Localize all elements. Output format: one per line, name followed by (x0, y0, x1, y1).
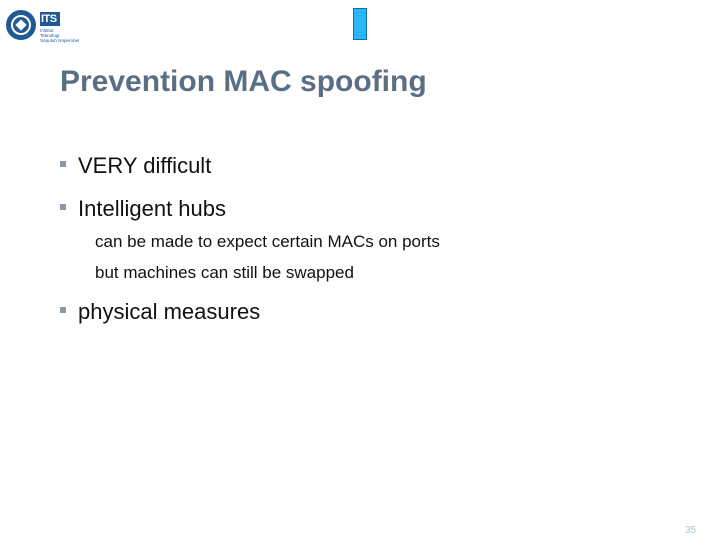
logo-subtitle: Institut Teknologi Sepuluh Nopember (40, 28, 80, 44)
bullet-text: physical measures (78, 299, 261, 324)
bullet-square-icon (60, 307, 66, 313)
bullet-text: VERY difficult (78, 153, 212, 178)
university-seal-icon (6, 10, 36, 40)
sub-bullet-text: but machines can still be swapped (95, 263, 354, 282)
page-number: 35 (684, 525, 696, 536)
sub-bullet-text: can be made to expect certain MACs on ports (95, 232, 440, 251)
slide-title: Prevention MAC spoofing (60, 65, 427, 98)
logo-abbr: ITS (41, 13, 57, 25)
header-accent-bar (353, 8, 367, 40)
logo-brand (40, 12, 94, 42)
bullet-item (60, 196, 226, 222)
its-logo (6, 6, 96, 46)
bullet-item (60, 299, 260, 325)
bullet-item (60, 153, 211, 179)
bullet-square-icon (60, 204, 66, 210)
bullet-square-icon (60, 161, 66, 167)
bullet-text: Intelligent hubs (78, 196, 226, 221)
logo-badge (40, 12, 60, 26)
